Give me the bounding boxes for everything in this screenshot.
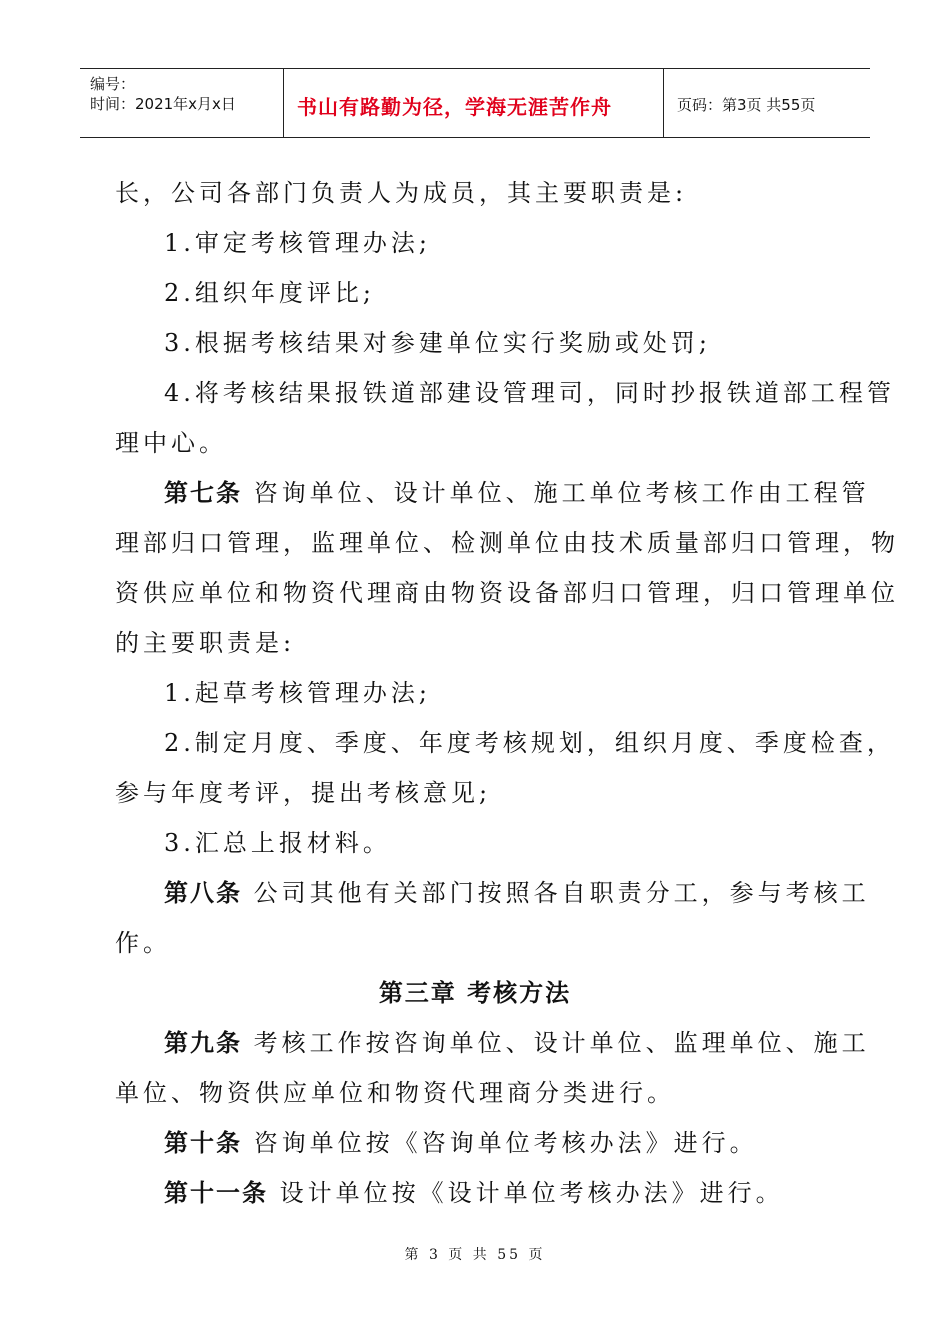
paragraph-line: 长，公司各部门负责人为成员，其主要职责是: <box>115 179 688 207</box>
article-title: 第八条 <box>164 879 242 907</box>
paragraph-line: 理中心。 <box>115 429 227 457</box>
header-page-number: 页码：第3页 共55页 <box>677 96 816 114</box>
document-number: 编号： <box>90 75 136 93</box>
header-meta-cell <box>80 69 284 137</box>
paragraph-line: 参与年度考评，提出考核意见; <box>115 779 492 807</box>
list-item: 3.汇总上报材料。 <box>164 829 391 857</box>
chapter-heading: 第三章 考核方法 <box>378 979 572 1007</box>
list-item: 2.制定月度、季度、年度考核规划，组织月度、季度检查， <box>164 729 895 757</box>
paragraph-line: 资供应单位和物资代理商由物资设备部归口管理，归口管理单位 <box>115 579 899 607</box>
article-text: 咨询单位按《咨询单位考核办法》进行。 <box>253 1129 758 1157</box>
list-item: 1.起草考核管理办法; <box>164 679 431 707</box>
article-title: 第九条 <box>164 1029 242 1057</box>
header-motto-cell <box>285 69 664 137</box>
paragraph-line: 理部归口管理，监理单位、检测单位由技术质量部归口管理，物 <box>115 529 899 557</box>
article-title: 第十一条 <box>164 1179 268 1207</box>
document-header <box>80 68 870 138</box>
paragraph-line: 作。 <box>115 929 171 957</box>
article-11 <box>164 1178 889 1208</box>
document-time: 时间：2021年x月x日 <box>90 95 236 113</box>
page-footer: 第 3 页 共 55 页 <box>404 1247 546 1263</box>
article-9 <box>164 1028 889 1058</box>
list-item: 3.根据考核结果对参建单位实行奖励或处罚; <box>164 329 711 357</box>
article-text: 设计单位按《设计单位考核办法》进行。 <box>279 1179 784 1207</box>
article-text: 公司其他有关部门按照各自职责分工，参与考核工 <box>253 879 870 907</box>
list-item: 2.组织年度评比; <box>164 279 375 307</box>
article-title: 第七条 <box>164 479 242 507</box>
article-text: 咨询单位、设计单位、施工单位考核工作由工程管 <box>253 479 870 507</box>
article-title: 第十条 <box>164 1129 242 1157</box>
article-10 <box>164 1128 889 1158</box>
article-8 <box>164 878 889 908</box>
list-item: 4.将考核结果报铁道部建设管理司，同时抄报铁道部工程管 <box>164 379 895 407</box>
header-motto: 书山有路勤为径，学海无涯苦作舟 <box>297 95 612 119</box>
header-page-cell <box>665 69 870 137</box>
article-7 <box>164 478 889 508</box>
article-text: 考核工作按咨询单位、设计单位、监理单位、施工 <box>253 1029 870 1057</box>
paragraph-line: 的主要职责是: <box>115 629 296 657</box>
paragraph-line: 单位、物资供应单位和物资代理商分类进行。 <box>115 1079 675 1107</box>
list-item: 1.审定考核管理办法; <box>164 229 431 257</box>
